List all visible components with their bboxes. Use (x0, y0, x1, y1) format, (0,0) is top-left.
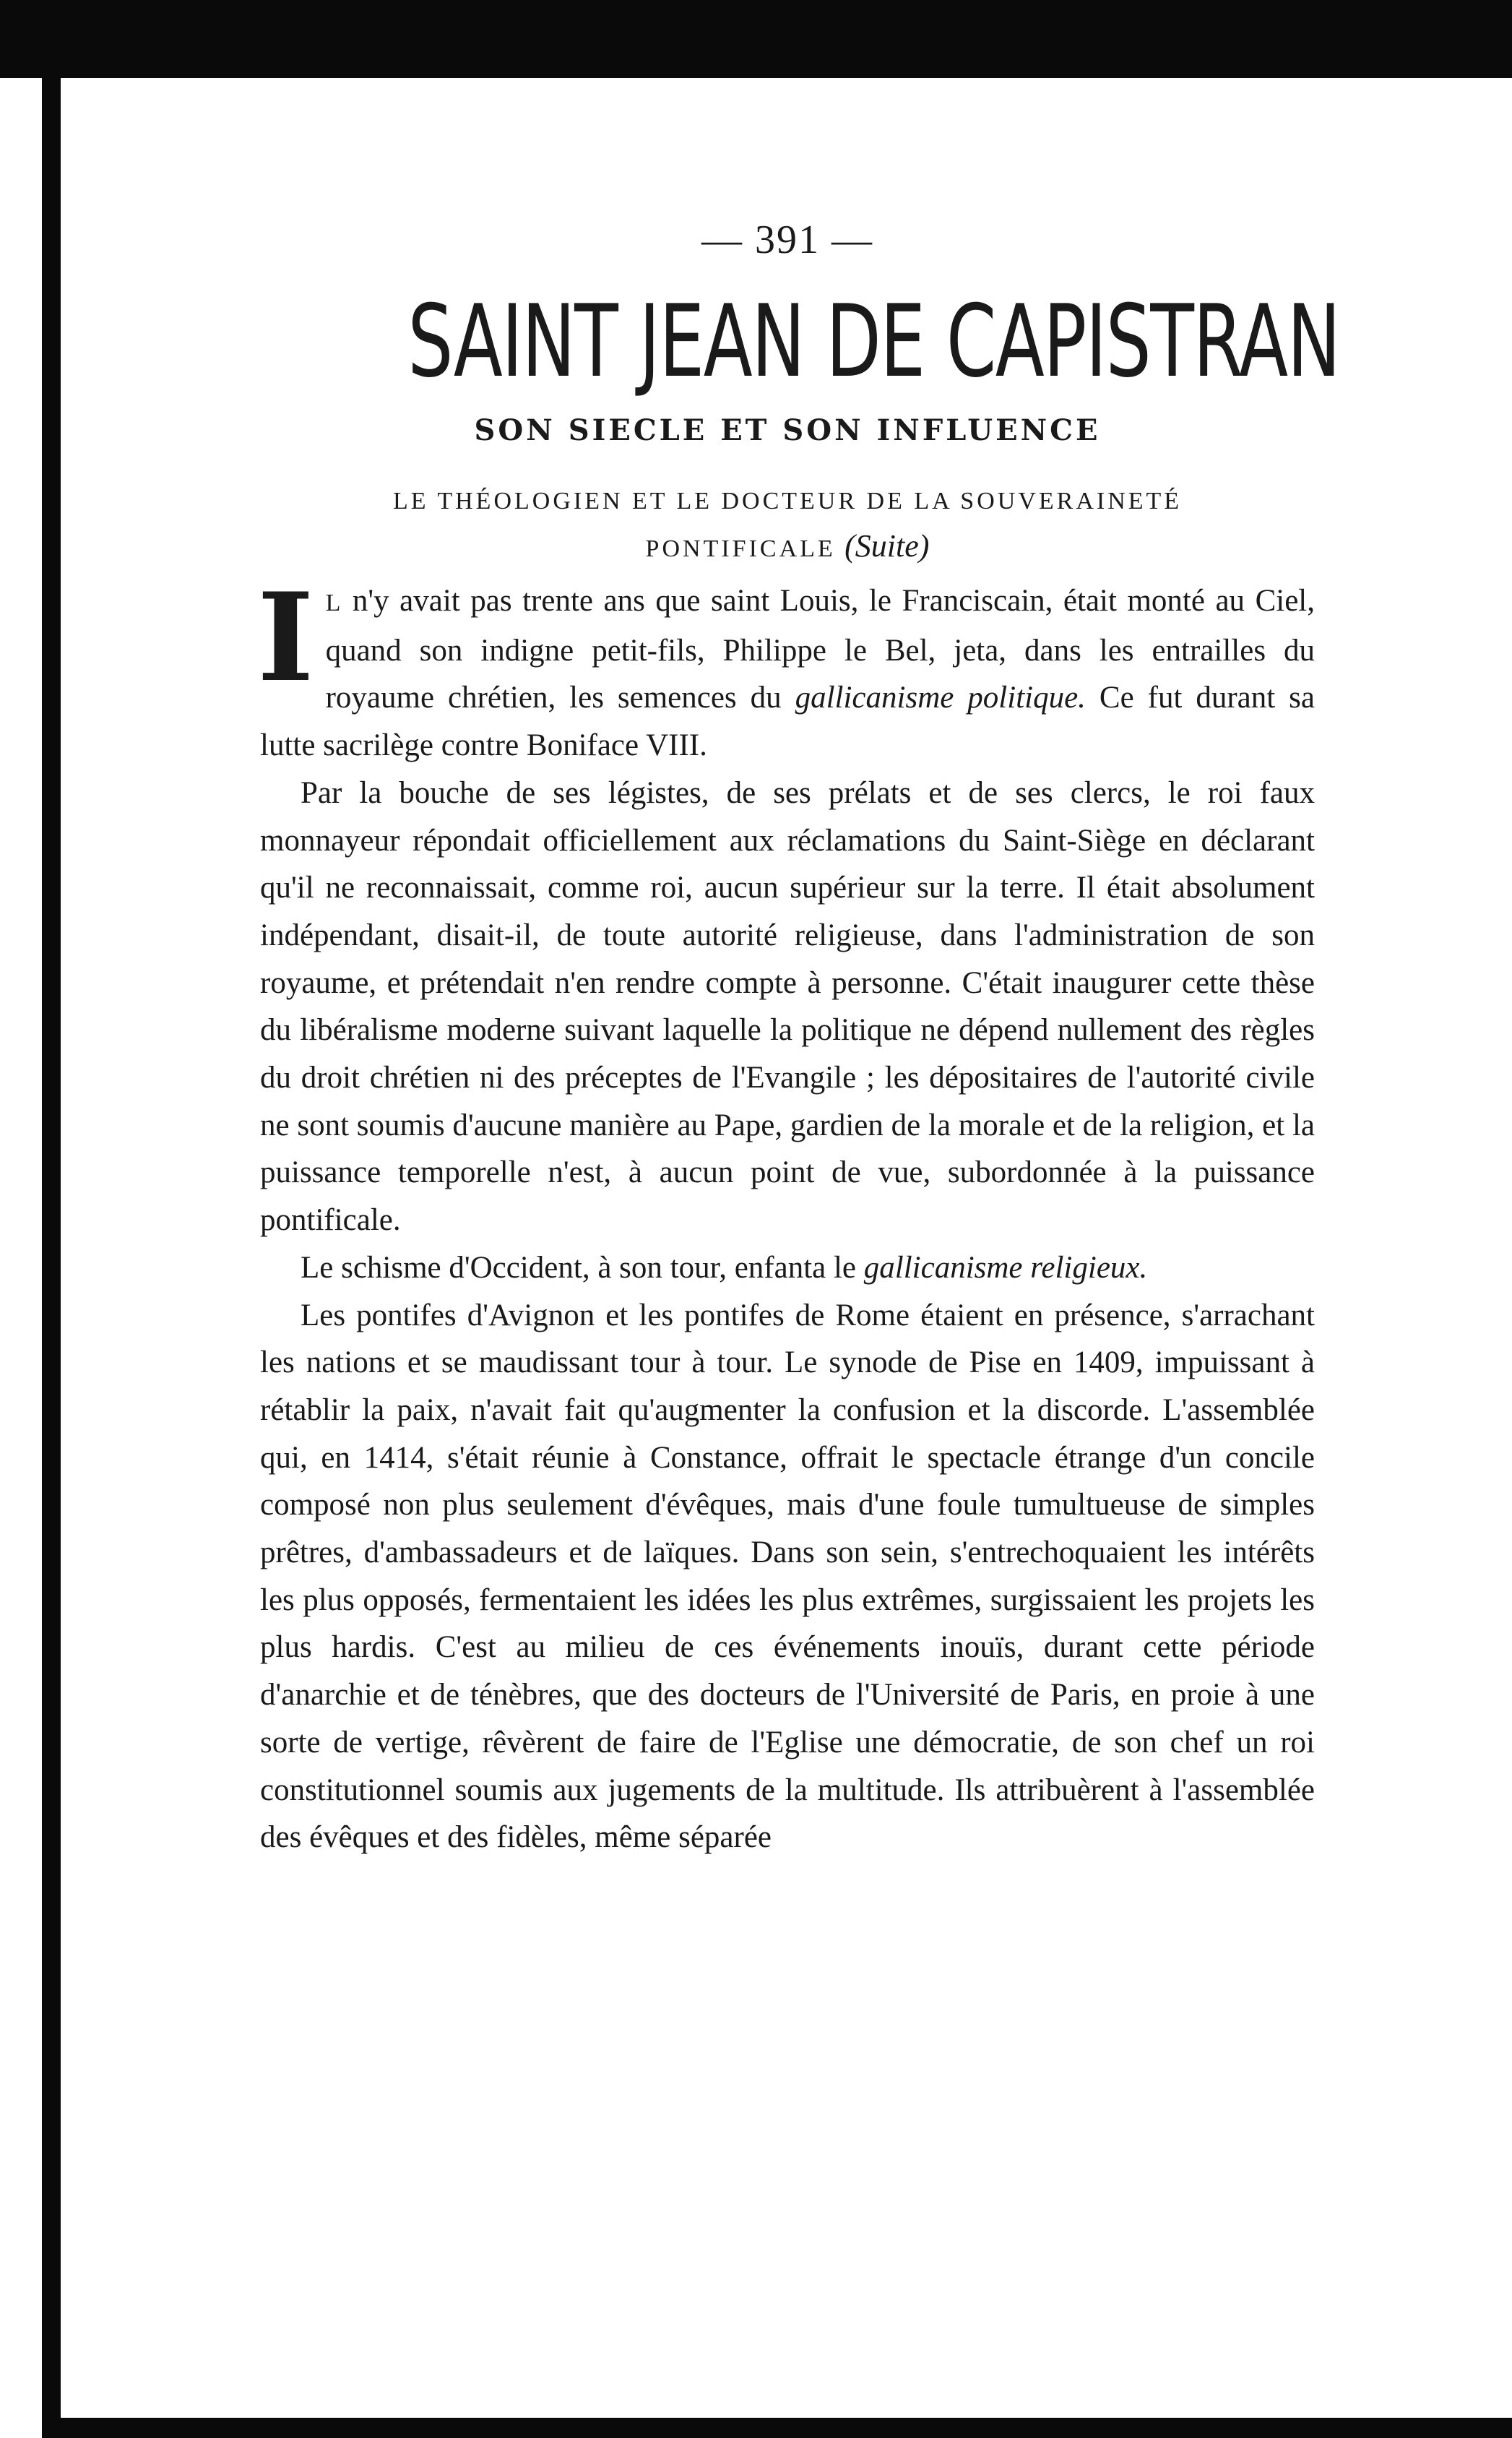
paragraph-3-italic: gallicanisme religieux. (863, 1250, 1148, 1285)
section-heading-pontificale: PONTIFICALE (645, 535, 836, 562)
paragraph-1 (257, 566, 1315, 770)
page-body (257, 217, 1340, 1861)
paragraph-3-text: Le schisme d'Occident, à son tour, enfanta le (301, 1250, 864, 1285)
scan-margin (0, 43, 42, 2438)
section-heading-line2 (260, 524, 1315, 572)
drop-cap: I (257, 566, 314, 709)
article-subtitle: SON SIECLE ET SON INFLUENCE (474, 413, 1101, 447)
page-number: — 391 — (701, 217, 873, 262)
paragraph-1-lead: L (325, 590, 342, 616)
paragraph-3 (260, 1244, 1315, 1292)
paragraph-2: Par la bouche de ses légistes, de ses prélats et de ses clercs, le roi faux monnayeur répondait officiellement aux réclamations du Saint-Siège en déclarant qu'il ne reconnaissait, comme roi, aucun supérieur sur la terre. Il était absolument indépendant, disait-il, de toute autorité religieuse, dans l'administration de son royaume, et prétendait n'en rendre compte à personne. C'était inaugurer cette thèse du libéralisme moderne suivant laquelle la politique ne dépend nullement des règles du droit chrétien ni des préceptes de l'Evangile ; les dépositaires de l'autorité civile ne sont soumis d'aucune manière au Pape, gardien de la morale et de la religion, et la puissance temporelle n'est, à aucun point de vue, subordonnée à la puissance pontificale. (260, 775, 1315, 1238)
article-title: SAINT JEAN DE CAPISTRAN (407, 283, 1340, 400)
section-heading-suite: (Suite) (844, 528, 930, 564)
paragraph-1-text-b: Ce fut durant sa lutte sacrilège contre Boniface VIII. (260, 681, 1315, 763)
paragraph-1-text-a: n'y avait pas trente ans que saint Louis, le Franciscain, était monté au Ciel, quand son indigne petit-fils, Philippe le Bel, jeta, dans les entrailles du royaume chrétien, les semences du (325, 584, 1315, 715)
section-heading-line1: LE THÉOLOGIEN ET LE DOCTEUR DE LA SOUVERAINETÉ (392, 488, 1183, 514)
scan-border-top (0, 0, 1512, 78)
paragraph-1-italic: gallicanisme politique. (795, 681, 1086, 715)
scan-border-left (42, 43, 61, 2438)
paragraph-4: Les pontifes d'Avignon et les pontifes de Rome étaient en présence, s'arrachant les nations et se maudissant tour à tour. Le synode de Pise en 1409, impuissant à rétablir la paix, n'avait fait qu'augmenter la confusion et la discorde. L'assemblée qui, en 1414, s'était réunie à Constance, offrait le spectacle étrange d'un concile composé non plus seulement d'évêques, mais d'une foule tumultueuse de simples prêtres, d'ambassadeurs et de laïques. Dans son sein, s'entrechoquaient les intérêts les plus opposés, fermentaient les idées les plus extrêmes, surgissaient les projets les plus hardis. C'est au milieu de ces événements inouïs, durant cette période d'anarchie et de ténèbres, que des docteurs de l'Université de Paris, en proie à une sorte de vertige, rêvèrent de faire de l'Eglise une démocratie, de son chef un roi constitutionnel soumis aux jugements de la multitude. Ils attribuèrent à l'assemblée des évêques et des fidèles, même séparée (260, 1298, 1315, 1855)
section-heading (260, 479, 1315, 572)
scan-border-bottom (42, 2418, 1512, 2438)
